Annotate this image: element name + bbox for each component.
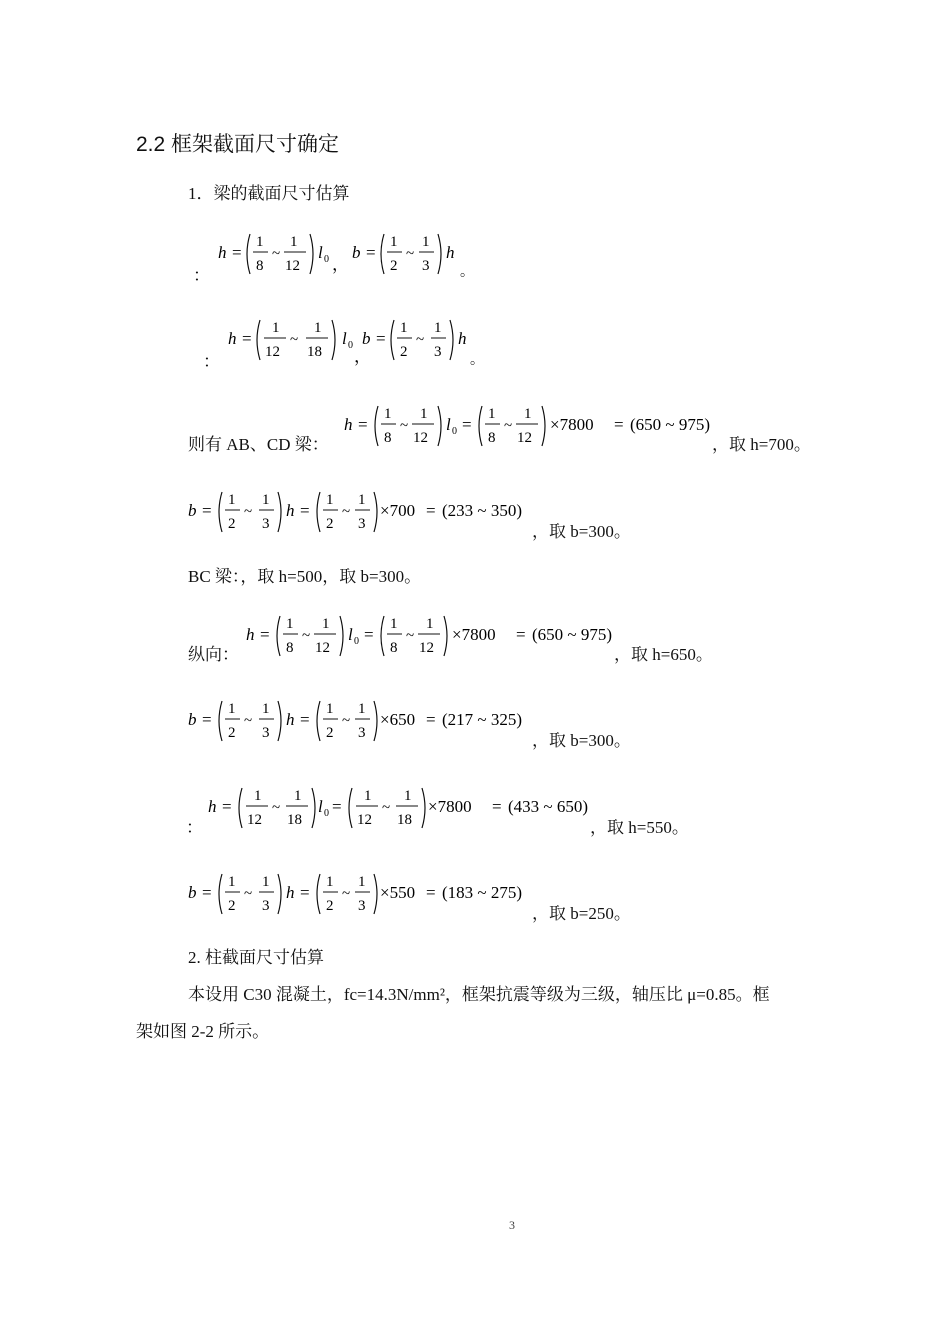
colon-1: ： <box>193 266 210 285</box>
svg-text:。: 。 <box>460 265 474 280</box>
svg-text:=: = <box>358 415 368 434</box>
svg-text:8: 8 <box>384 430 392 446</box>
svg-text:~: ~ <box>342 504 351 520</box>
svg-text:1: 1 <box>390 616 398 632</box>
svg-text:=: = <box>426 883 436 902</box>
svg-text:(650 ~ 975): (650 ~ 975) <box>532 625 613 644</box>
svg-text:8: 8 <box>390 640 398 656</box>
svg-text:×7800: ×7800 <box>550 415 594 434</box>
bc-beam-line: BC 梁：，取 h=500，取 b=300。 <box>188 567 422 586</box>
svg-text:1: 1 <box>322 616 330 632</box>
svg-text:~: ~ <box>272 246 281 262</box>
svg-text:3: 3 <box>262 516 270 532</box>
svg-text:1: 1 <box>262 874 270 890</box>
svg-text:，: ， <box>354 347 371 366</box>
svg-text:3: 3 <box>358 516 366 532</box>
svg-text:3: 3 <box>358 725 366 741</box>
svg-text:=: = <box>300 883 310 902</box>
take-b300-2: ，取 b=300。 <box>532 731 631 750</box>
svg-text:=: = <box>364 625 374 644</box>
svg-text:h: h <box>458 329 467 348</box>
formula-4 <box>186 484 536 538</box>
svg-text:12: 12 <box>247 812 262 828</box>
svg-text:1: 1 <box>358 701 366 717</box>
svg-text:0: 0 <box>324 808 329 819</box>
page-number: 3 <box>509 1218 515 1232</box>
colon-2: ： <box>203 352 220 371</box>
svg-text:8: 8 <box>256 258 264 274</box>
svg-text:=: = <box>426 710 436 729</box>
svg-text:~: ~ <box>504 418 513 434</box>
svg-text:1: 1 <box>384 406 392 422</box>
svg-text:h: h <box>228 329 237 348</box>
svg-text:(433 ~ 650): (433 ~ 650) <box>508 797 589 816</box>
svg-text:3: 3 <box>358 898 366 914</box>
svg-text:0: 0 <box>354 636 359 647</box>
svg-text:3: 3 <box>434 344 442 360</box>
svg-text:h: h <box>286 501 295 520</box>
svg-text:=: = <box>332 797 342 816</box>
formula-7 <box>206 780 596 834</box>
svg-text:1: 1 <box>262 701 270 717</box>
svg-text:=: = <box>300 710 310 729</box>
take-b300: ，取 b=300。 <box>532 522 631 541</box>
svg-text:3: 3 <box>262 898 270 914</box>
svg-text:b: b <box>362 329 371 348</box>
subsection-column-title: 2. 柱截面尺寸估算 <box>188 948 324 967</box>
svg-text:1: 1 <box>358 492 366 508</box>
svg-text:8: 8 <box>488 430 496 446</box>
formula-5 <box>244 608 624 662</box>
svg-text:2: 2 <box>228 516 236 532</box>
svg-text:1: 1 <box>228 874 236 890</box>
svg-text:~: ~ <box>244 504 253 520</box>
svg-text:1: 1 <box>326 874 334 890</box>
svg-text:1: 1 <box>228 701 236 717</box>
svg-text:18: 18 <box>397 812 412 828</box>
svg-text:1: 1 <box>422 234 430 250</box>
svg-text:h: h <box>446 243 455 262</box>
svg-text:1: 1 <box>358 874 366 890</box>
svg-text:1: 1 <box>294 788 302 804</box>
f1-h: h <box>218 243 227 262</box>
svg-text:~: ~ <box>342 886 351 902</box>
svg-text:~: ~ <box>416 332 425 348</box>
svg-text:=: = <box>242 329 252 348</box>
svg-text:。: 。 <box>470 353 484 366</box>
svg-text:=: = <box>300 501 310 520</box>
svg-text:=: = <box>202 883 212 902</box>
svg-text:12: 12 <box>265 344 280 360</box>
svg-text:18: 18 <box>307 344 322 360</box>
svg-text:12: 12 <box>419 640 434 656</box>
svg-text:2: 2 <box>326 898 334 914</box>
svg-text:2: 2 <box>390 258 398 274</box>
svg-text:~: ~ <box>382 800 391 816</box>
svg-text:=: = <box>516 625 526 644</box>
svg-text:=: = <box>492 797 502 816</box>
svg-text:(183 ~ 275): (183 ~ 275) <box>442 883 523 902</box>
svg-text:2: 2 <box>400 344 408 360</box>
svg-text:~: ~ <box>406 246 415 262</box>
svg-text:=: = <box>462 415 472 434</box>
svg-text:2: 2 <box>228 898 236 914</box>
svg-text:h: h <box>344 415 353 434</box>
svg-text:1: 1 <box>228 492 236 508</box>
svg-text:=: = <box>614 415 624 434</box>
svg-text:=: = <box>426 501 436 520</box>
svg-text:l: l <box>342 329 347 348</box>
paragraph-line-2: 架如图 2-2 所示。 <box>136 1022 270 1041</box>
svg-text:b: b <box>188 883 197 902</box>
svg-text:(217 ~ 325): (217 ~ 325) <box>442 710 523 729</box>
svg-text:1: 1 <box>364 788 372 804</box>
svg-text:18: 18 <box>287 812 302 828</box>
svg-text:~: ~ <box>244 713 253 729</box>
svg-text:b: b <box>352 243 361 262</box>
svg-text:~: ~ <box>342 713 351 729</box>
svg-text:1: 1 <box>272 320 280 336</box>
paragraph-line-1: 本设用 C30 混凝土，fc=14.3N/mm²，框架抗震等级为三级，轴压比 μ=0.85。框 <box>188 985 770 1004</box>
svg-text:2: 2 <box>326 725 334 741</box>
svg-text:，: ， <box>332 255 349 274</box>
take-h550: ，取 h=550。 <box>590 818 689 837</box>
colon-3: ： <box>186 818 203 837</box>
svg-text:1: 1 <box>390 234 398 250</box>
subsection-beam-title: 1．梁的截面尺寸估算 <box>188 184 350 203</box>
svg-text:1: 1 <box>488 406 496 422</box>
svg-text:8: 8 <box>286 640 294 656</box>
svg-text:~: ~ <box>302 628 311 644</box>
svg-text:=: = <box>366 243 376 262</box>
svg-text:0: 0 <box>348 340 353 351</box>
svg-text:0: 0 <box>324 254 329 265</box>
svg-text:3: 3 <box>422 258 430 274</box>
formula-3 <box>342 398 722 452</box>
svg-text:l: l <box>318 797 323 816</box>
svg-text:1: 1 <box>256 234 264 250</box>
formula-6 <box>186 693 536 747</box>
formula-8 <box>186 866 536 920</box>
svg-text:=: = <box>260 625 270 644</box>
longitudinal-prefix: 纵向： <box>188 645 239 664</box>
svg-text:×650: ×650 <box>380 710 416 729</box>
svg-text:12: 12 <box>517 430 532 446</box>
svg-text:1: 1 <box>262 492 270 508</box>
f1-eq: = <box>232 243 242 262</box>
svg-text:=: = <box>202 710 212 729</box>
formula-2 <box>226 312 488 366</box>
svg-text:1: 1 <box>524 406 532 422</box>
take-h650: ，取 h=650。 <box>614 645 713 664</box>
svg-text:12: 12 <box>315 640 330 656</box>
svg-text:3: 3 <box>262 725 270 741</box>
svg-text:12: 12 <box>357 812 372 828</box>
svg-text:h: h <box>286 883 295 902</box>
svg-text:l: l <box>348 625 353 644</box>
ab-cd-prefix: 则有 AB、CD 梁： <box>188 435 329 454</box>
svg-text:~: ~ <box>400 418 409 434</box>
svg-text:1: 1 <box>426 616 434 632</box>
svg-text:~: ~ <box>406 628 415 644</box>
svg-text:1: 1 <box>286 616 294 632</box>
svg-text:l: l <box>446 415 451 434</box>
svg-text:l: l <box>318 243 323 262</box>
take-b250: ，取 b=250。 <box>532 904 631 923</box>
svg-text:1: 1 <box>434 320 442 336</box>
svg-text:~: ~ <box>272 800 281 816</box>
svg-text:1: 1 <box>420 406 428 422</box>
svg-text:1: 1 <box>400 320 408 336</box>
svg-text:=: = <box>376 329 386 348</box>
svg-text:1: 1 <box>290 234 298 250</box>
svg-text:~: ~ <box>244 886 253 902</box>
svg-text:×700: ×700 <box>380 501 416 520</box>
svg-text:=: = <box>222 797 232 816</box>
svg-text:b: b <box>188 710 197 729</box>
svg-text:1: 1 <box>254 788 262 804</box>
take-h700: ，取 h=700。 <box>712 435 811 454</box>
svg-text:2: 2 <box>326 516 334 532</box>
svg-text:1: 1 <box>326 701 334 717</box>
svg-text:b: b <box>188 501 197 520</box>
svg-text:0: 0 <box>452 426 457 437</box>
svg-text:2: 2 <box>228 725 236 741</box>
svg-text:(650 ~ 975): (650 ~ 975) <box>630 415 711 434</box>
svg-text:1: 1 <box>404 788 412 804</box>
svg-text:~: ~ <box>290 332 299 348</box>
svg-text:×550: ×550 <box>380 883 416 902</box>
svg-text:12: 12 <box>413 430 428 446</box>
svg-text:12: 12 <box>285 258 300 274</box>
svg-text:=: = <box>202 501 212 520</box>
svg-text:×7800: ×7800 <box>428 797 472 816</box>
svg-text:1: 1 <box>314 320 322 336</box>
svg-text:h: h <box>208 797 217 816</box>
svg-text:h: h <box>286 710 295 729</box>
svg-text:1: 1 <box>326 492 334 508</box>
svg-text:(233 ~ 350): (233 ~ 350) <box>442 501 523 520</box>
formula-1 <box>214 228 474 280</box>
section-heading: 2.2 框架截面尺寸确定 <box>136 133 340 156</box>
svg-text:h: h <box>246 625 255 644</box>
svg-text:×7800: ×7800 <box>452 625 496 644</box>
